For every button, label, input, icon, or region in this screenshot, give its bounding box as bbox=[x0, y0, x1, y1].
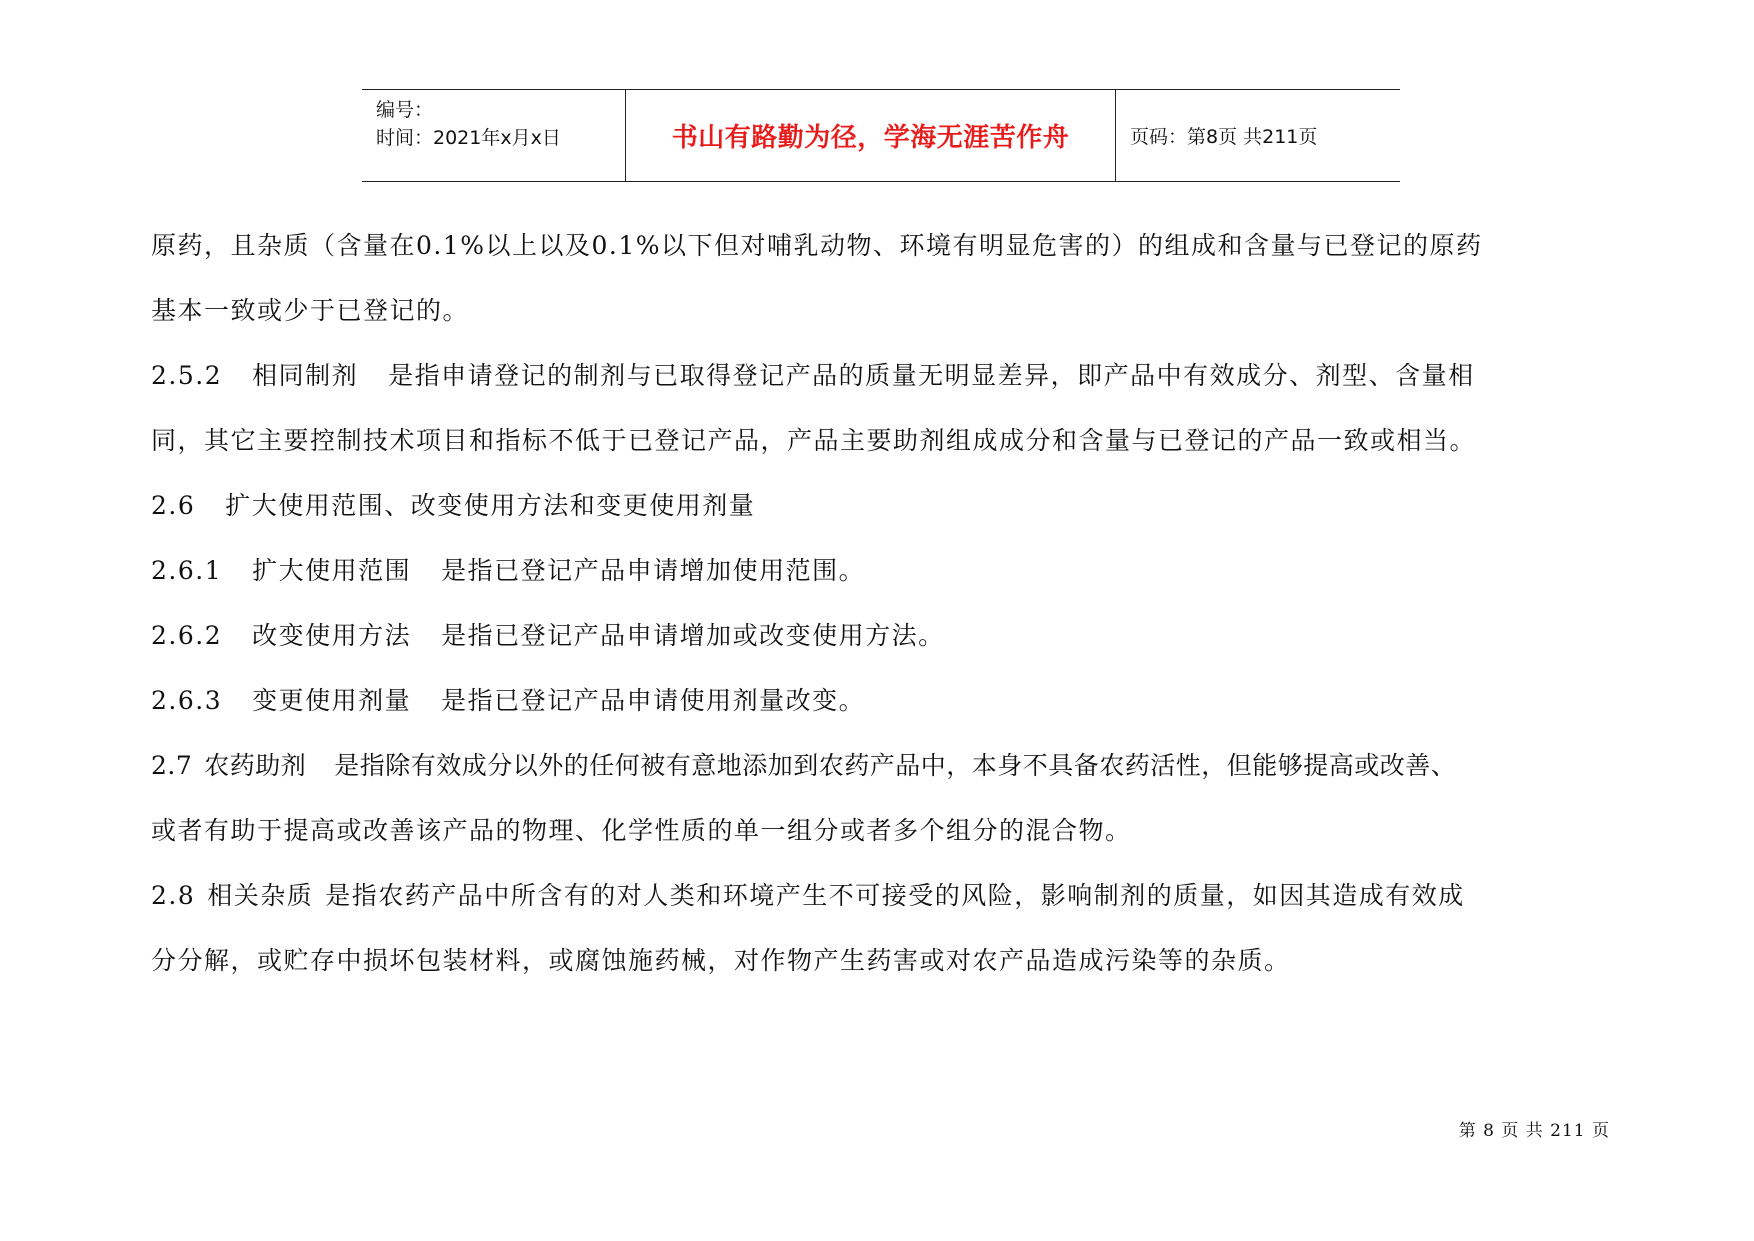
header-meta bbox=[362, 90, 626, 181]
section-number: 2.5.2 bbox=[151, 361, 223, 390]
section-term: 扩大使用范围 bbox=[252, 556, 412, 585]
text-line: 同，其它主要控制技术项目和指标不低于已登记产品，产品主要助剂组成成分和含量与已登记的产品一致或相当。 bbox=[151, 426, 1477, 455]
text-line: 分分解，或贮存中损坏包装材料，或腐蚀施药械，对作物产生药害或对农产品造成污染等的杂质。 bbox=[151, 946, 1291, 975]
section-text: 是指除有效成分以外的任何被有意地添加到农药产品中，本身不具备农药活性，但能够提高或改善、 bbox=[334, 751, 1457, 780]
text-line: 或者有助于提高或改善该产品的物理、化学性质的单一组分或者多个组分的混合物。 bbox=[151, 816, 1132, 845]
section-2-6 bbox=[151, 473, 1611, 538]
document-header bbox=[362, 89, 1400, 182]
section-text: 是指已登记产品申请增加或改变使用方法。 bbox=[441, 621, 945, 650]
section-text: 是指已登记产品申请增加使用范围。 bbox=[441, 556, 866, 585]
section-term: 农药助剂 bbox=[204, 751, 307, 780]
section-2-8 bbox=[151, 863, 1611, 928]
section-number: 2.6.1 bbox=[151, 556, 223, 585]
page-footer: 第 8 页 共 211 页 bbox=[1458, 1121, 1610, 1141]
section-text: 是指已登记产品申请使用剂量改变。 bbox=[441, 686, 866, 715]
section-number: 2.7 bbox=[151, 751, 193, 780]
section-text: 是指申请登记的制剂与已取得登记产品的质量无明显差异，即产品中有效成分、剂型、含量相 bbox=[388, 361, 1475, 390]
header-motto: 书山有路勤为径，学海无涯苦作舟 bbox=[626, 90, 1116, 181]
paragraph-line bbox=[151, 408, 1611, 473]
time-label: 时间：2021年x月x日 bbox=[376, 127, 561, 149]
text-line: 原药，且杂质（含量在0.1%以上以及0.1%以下但对哺乳动物、环境有明显危害的）的组成和含量与已登记的原药 bbox=[151, 231, 1483, 260]
section-term: 改变使用方法 bbox=[252, 621, 412, 650]
paragraph-line bbox=[151, 798, 1611, 863]
section-2-6-2 bbox=[151, 603, 1611, 668]
document-body bbox=[151, 213, 1611, 993]
paragraph-line bbox=[151, 213, 1611, 278]
section-2-5-2 bbox=[151, 343, 1611, 408]
section-text: 是指农药产品中所含有的对人类和环境产生不可接受的风险，影响制剂的质量，如因其造成有效成 bbox=[325, 881, 1465, 910]
paragraph-line bbox=[151, 278, 1611, 343]
number-label: 编号： bbox=[376, 99, 434, 121]
text-line: 基本一致或少于已登记的。 bbox=[151, 296, 470, 325]
paragraph-line bbox=[151, 928, 1611, 993]
section-number: 2.6 bbox=[151, 491, 196, 520]
header-page-info: 页码：第8页 共211页 bbox=[1130, 126, 1318, 148]
section-2-6-3 bbox=[151, 668, 1611, 733]
section-number: 2.6.2 bbox=[151, 621, 223, 650]
section-2-7 bbox=[151, 733, 1611, 798]
section-title: 扩大使用范围、改变使用方法和变更使用剂量 bbox=[225, 491, 756, 520]
section-number: 2.6.3 bbox=[151, 686, 223, 715]
section-term: 变更使用剂量 bbox=[252, 686, 412, 715]
section-2-6-1 bbox=[151, 538, 1611, 603]
section-term: 相同制剂 bbox=[252, 361, 359, 390]
section-number: 2.8 bbox=[151, 881, 196, 910]
section-term: 相关杂质 bbox=[207, 881, 314, 910]
